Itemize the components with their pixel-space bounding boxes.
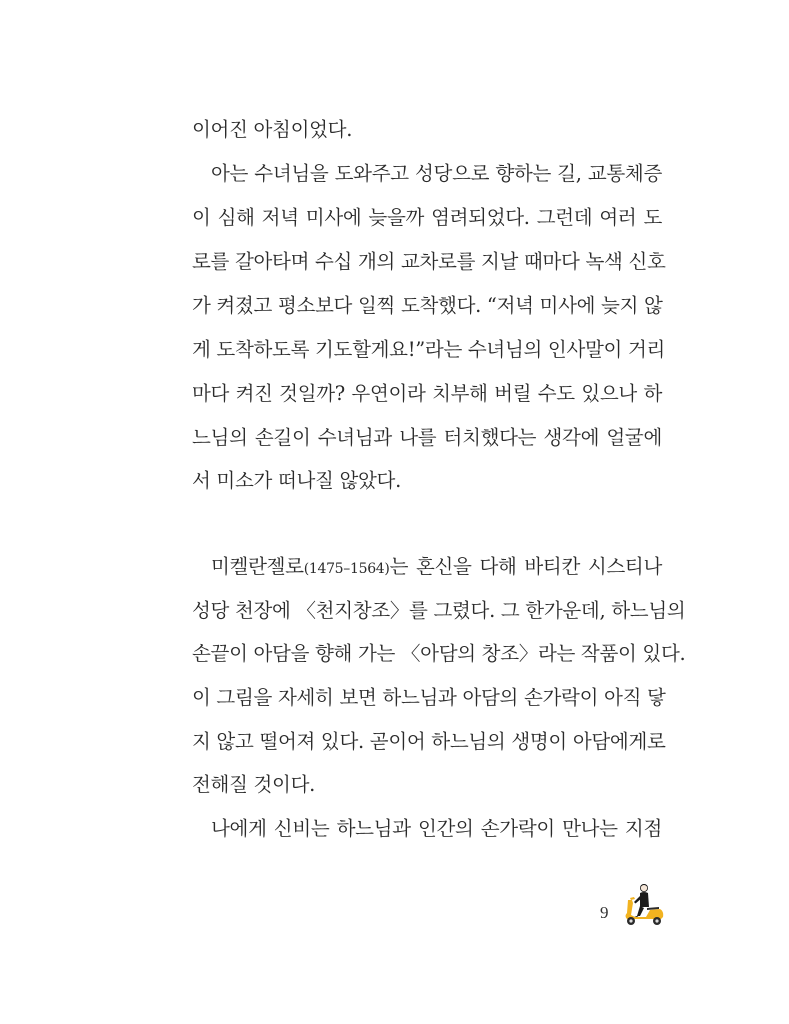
text-line: 손끝이 아담을 향해 가는 〈아담의 창조〉라는 작품이 있다. [192,642,686,665]
text-line: 이어진 아침이었다. [192,118,353,141]
text-line: 이 그림을 자세히 보면 하느님과 아담의 손가락이 아직 닿 [192,686,666,709]
text-fragment: 는 혼신을 다해 바티칸 시스티나 [389,555,662,578]
artist-name: 미켈란젤로 [211,555,304,578]
text-line: 지 않고 떨어져 있다. 곧이어 하느님의 생명이 아담에게로 [192,730,666,753]
text-line: 나에게 신비는 하느님과 인간의 손가락이 만나는 지점 [211,817,662,840]
text-line: 로를 갈아타며 수십 개의 교차로를 지날 때마다 녹색 신호 [192,250,666,273]
text-line: 전해질 것이다. [192,773,316,796]
artist-years: (1475–1564) [303,561,390,577]
scooter-rider-icon [620,883,666,927]
page-number: 9 [600,903,609,922]
text-line: 아는 수녀님을 도와주고 성당으로 향하는 길, 교통체증 [211,162,662,185]
text-line: 느님의 손길이 수녀님과 나를 터치했다는 생각에 얼굴에 [192,426,662,449]
text-line: 마다 켜진 것일까? 우연이라 치부해 버릴 수도 있으나 하 [192,382,662,405]
text-line: 게 도착하도록 기도할게요!”라는 수녀님의 인사말이 거리 [192,338,666,361]
text-line: 서 미소가 떠나질 않았다. [192,469,401,492]
text-line [211,552,662,582]
text-line: 가 켜졌고 평소보다 일찍 도착했다. “저녁 미사에 늦지 않 [192,294,663,317]
text-line: 성당 천장에 〈천지창조〉를 그렸다. 그 한가운데, 하느님의 [192,599,686,622]
text-line: 이 심해 저녁 미사에 늦을까 염려되었다. 그런데 여러 도 [192,206,662,229]
